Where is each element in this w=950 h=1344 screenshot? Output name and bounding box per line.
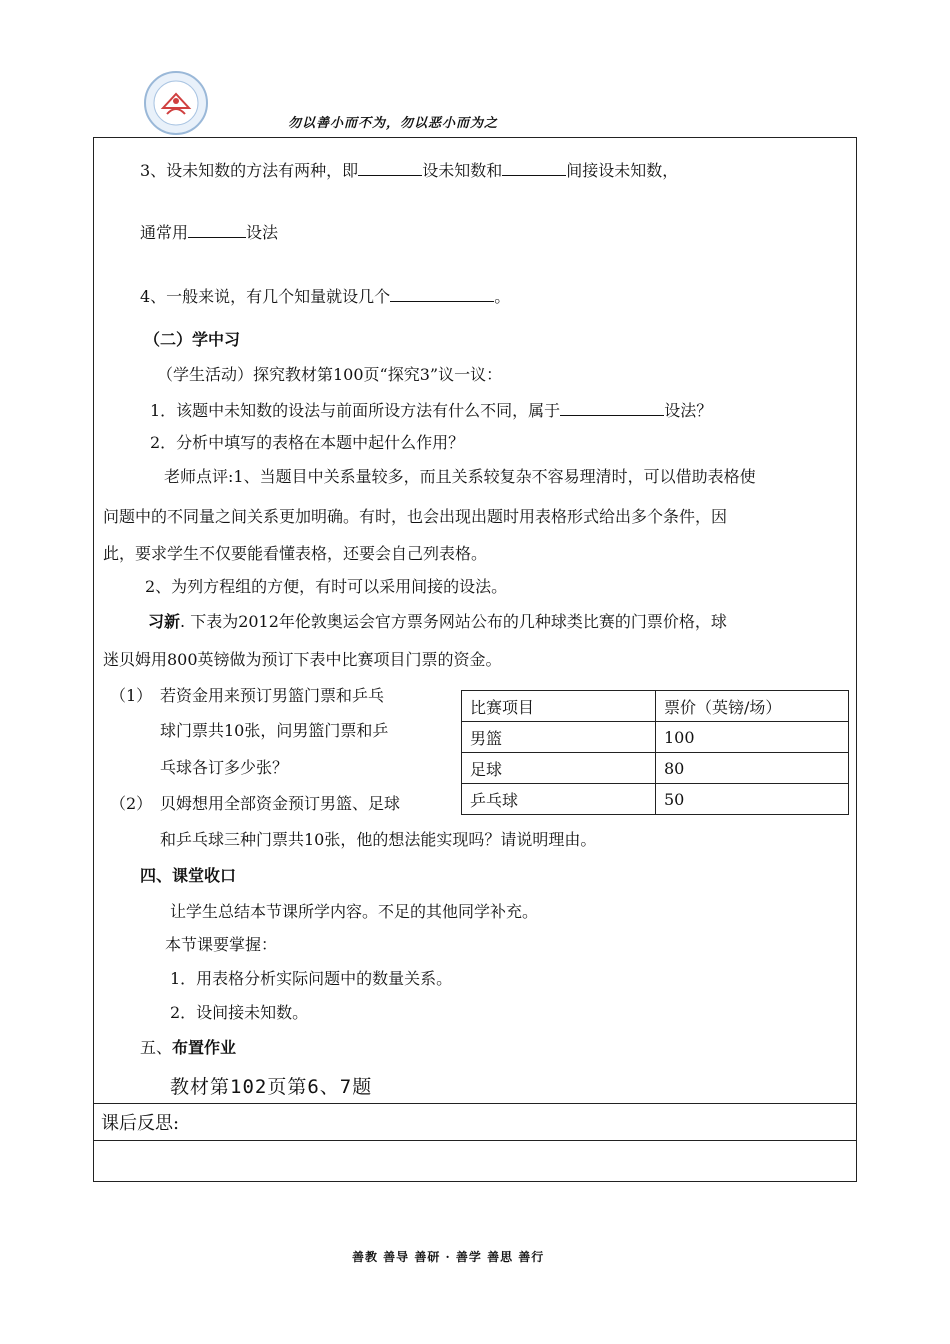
learn-activity: （学生活动）探究教材第100页“探究3”议一议： (157, 365, 503, 384)
blank-1[interactable] (358, 159, 422, 176)
table-cell: 男篮 (462, 722, 656, 753)
header-motto: 勿以善小而不为，勿以恶小而为之 (288, 116, 499, 131)
blank-4[interactable] (390, 285, 494, 302)
closing-line1: 让学生总结本节课所学内容。不足的其他同学补充。 (170, 902, 539, 921)
teacher-comment-line3: 此，要求学生不仅要能看懂表格，还要会自己列表格。 (103, 544, 488, 563)
divider-reflection-top (93, 1103, 857, 1104)
blank-3[interactable] (188, 221, 246, 238)
item4-line: 4、一般来说，有几个知量就设几个 。 (140, 287, 511, 306)
closing-heading: 四、课堂收口 (140, 866, 237, 885)
ticket-price-table (461, 690, 849, 815)
problem-2-number: （2） (110, 794, 153, 813)
closing-line3: 1．用表格分析实际问题中的数量关系。 (170, 969, 453, 988)
table-row (462, 784, 849, 815)
learn-question-1: 1．该题中未知数的设法与前面所设方法有什么不同，属于 设法？ (150, 401, 713, 420)
problem-2-line2: 和乒乓球三种门票共10张，他的想法能实现吗？请说明理由。 (160, 830, 597, 849)
table-header-cell: 票价（英镑/场） (656, 691, 849, 722)
learn-question-2: 2．分析中填写的表格在本题中起什么作用？ (150, 433, 465, 452)
xixin-line2: 迷贝姆用800英镑做为预订下表中比赛项目门票的资金。 (103, 650, 502, 669)
table-cell: 80 (656, 753, 849, 784)
teacher-comment-line2: 问题中的不同量之间关系更加明确。有时，也会出现出题时用表格形式给出多个条件，因 (103, 507, 728, 526)
blank-5[interactable] (560, 399, 664, 416)
table-row (462, 753, 849, 784)
table-header-cell: 比赛项目 (462, 691, 656, 722)
problem-1-line2: 球门票共10张，问男篮门票和乒 (160, 721, 389, 740)
teacher-comment-line4: 2、为列方程组的方便，有时可以采用间接的设法。 (145, 577, 508, 596)
item3-line1: 3、设未知数的方法有两种，即 设未知数和 间接设未知数， (140, 161, 679, 180)
teacher-comment-line1: 老师点评:1、当题目中关系量较多，而且关系较复杂不容易理清时，可以借助表格使 (164, 467, 756, 486)
xixin-line1: 习新. 下表为2012年伦敦奥运会官方票务网站公布的几种球类比赛的门票价格，球 (148, 612, 727, 631)
school-logo (143, 70, 209, 136)
table-row (462, 722, 849, 753)
learn-heading: （二）学中习 (144, 330, 241, 349)
reflection-label: 课后反思: (101, 1113, 180, 1134)
homework-heading: 五、布置作业 (140, 1038, 237, 1057)
blank-2[interactable] (502, 159, 566, 176)
closing-line2: 本节课要掌握： (165, 935, 278, 954)
item3-line2: 通常用 设法 (140, 223, 279, 242)
divider-reflection-bottom (93, 1140, 857, 1141)
problem-2-line1: 贝姆想用全部资金预订男篮、足球 (160, 794, 401, 813)
table-cell: 100 (656, 722, 849, 753)
problem-1-line3: 乓球各订多少张？ (160, 758, 289, 777)
problem-1-number: （1） (110, 686, 153, 705)
table-cell: 足球 (462, 753, 656, 784)
table-header-row (462, 691, 849, 722)
footer-slogan: 善教 善导 善研 · 善学 善思 善行 (352, 1250, 545, 1264)
table-cell: 50 (656, 784, 849, 815)
closing-line4: 2．设间接未知数。 (170, 1003, 309, 1022)
problem-1-line1: 若资金用来预订男篮门票和乒乓 (160, 686, 385, 705)
table-cell: 乒乓球 (462, 784, 656, 815)
homework-text: 教材第102页第6、7题 (170, 1076, 373, 1098)
